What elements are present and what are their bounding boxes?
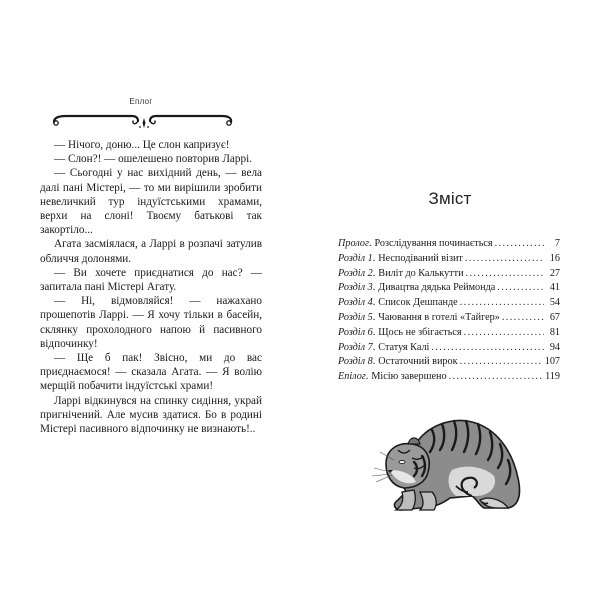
toc-entry-page: 81 xyxy=(549,326,560,338)
toc-entry-page: 54 xyxy=(549,297,560,309)
toc-entry-title: Список Дешпанде xyxy=(378,297,458,309)
toc-entry-title: Чаювання в готелі «Тайгер» xyxy=(378,311,500,323)
dot-leader xyxy=(449,371,544,382)
toc-entry: Розділ 6 . Щось не збігається ..... 81 xyxy=(338,327,560,342)
toc-entry-page: 27 xyxy=(549,267,560,279)
toc-entry-title: Щось не збігається xyxy=(378,326,462,338)
toc-entry-title: Розслідування починається xyxy=(374,238,493,249)
toc-entry: Розділ 4 . Список Дешпанде ..... 54 xyxy=(338,297,560,312)
toc-entry-label: Розділ 3 xyxy=(338,282,373,294)
toc-entry-label: Розділ 8 xyxy=(338,356,373,368)
dot-leader xyxy=(466,268,544,279)
toc-entry-page: 94 xyxy=(549,341,560,353)
paragraph: Агата засміялася, а Ларрі в розпачі затулив обличчя долонями. xyxy=(40,238,262,265)
toc-entry: Епілог . Місію завершено ..... 119 xyxy=(338,371,560,386)
running-head: Еплог xyxy=(129,97,153,106)
dot-leader xyxy=(502,312,544,323)
toc-entry-label: Розділ 2 xyxy=(338,267,373,279)
toc-entry: Розділ 1 . Несподіваний візит ..... 16 xyxy=(338,253,560,268)
dot-leader xyxy=(460,297,544,308)
toc-entry-label: Пролог xyxy=(338,238,369,249)
dot-leader xyxy=(497,282,544,293)
toc-entry-title: Остаточний вирок xyxy=(378,356,458,368)
toc-title: Зміст xyxy=(428,189,472,208)
paragraph: — Ще б пак! Звісно, ми до вас приєднаємося! — сказала Агата. — Я волію мерщій побачити індуїстські храми! xyxy=(40,352,262,393)
dot-leader xyxy=(431,342,544,353)
toc-entry-title: Статуя Калі xyxy=(378,341,430,353)
toc-entry-title: Дивацтва дядька Реймонда xyxy=(378,282,496,294)
toc-entry-label: Розділ 6 xyxy=(338,326,373,338)
chapter-body-text xyxy=(40,138,262,436)
toc-entry-label: Розділ 5 xyxy=(338,311,373,323)
flourish-ornament-icon xyxy=(46,110,236,130)
paragraph: — Сьогодні у нас вихідний день, — вела далі пані Містері, — то ми вирішили зробити невеличкий тур індуїстськими храмами, верхи на слоні! Твоєму батькові так закортіло... xyxy=(40,167,262,237)
toc-entry-page: 67 xyxy=(549,311,560,323)
dot-leader xyxy=(464,327,544,338)
toc-entry-page: 107 xyxy=(544,356,560,368)
paragraph: — Ні, відмовляйся! — нажахано прошепотів Ларрі. — Я хочу тільки в басейн, склянку прохолодного напою й пасивного відпочинку! xyxy=(40,295,262,350)
toc-entry: Пролог . Розслідування починається ..... 7 xyxy=(338,238,560,253)
toc-entry: Розділ 8 . Остаточний вирок ..... 107 xyxy=(338,356,560,371)
right-page xyxy=(300,0,600,600)
toc-entry-title: Несподіваний візит xyxy=(378,252,463,264)
toc-entry-label: Розділ 4 xyxy=(338,297,373,309)
paragraph: — Нічого, доню... Це слон капризує! xyxy=(54,139,230,151)
toc-entry-label: Розділ 7 xyxy=(338,341,373,353)
toc-entry-page: 119 xyxy=(545,371,560,383)
toc-entry-page: 7 xyxy=(554,238,560,249)
paragraph: — Слон?! — ошелешено повторив Ларрі. xyxy=(54,153,252,166)
toc-entry-page: 16 xyxy=(549,252,560,264)
paragraph: — Ви хочете приєднатися до нас? — запитала пані Містері Агату. xyxy=(40,266,262,294)
toc-entry: Розділ 3 . Дивацтва дядька Реймонда ..... 41 xyxy=(338,282,560,297)
left-page xyxy=(36,60,276,540)
toc-entry: Розділ 7 . Статуя Калі ..... 94 xyxy=(338,342,560,357)
toc-entry-page: 41 xyxy=(549,282,560,294)
toc-entry-title: Виліт до Калькутти xyxy=(378,267,464,279)
dot-leader xyxy=(495,238,544,249)
dot-leader xyxy=(465,253,544,264)
toc-entry: Розділ 5 . Чаювання в готелі «Тайгер» ..... 67 xyxy=(338,312,560,327)
toc-entry-label: Розділ 1 xyxy=(338,252,373,264)
paragraph: Ларрі відкинувся на спинку сидіння, украй пригнічений. Але мусив здатися. Бо в родині Містері пасивного відпочинку не визнають!.. xyxy=(40,394,262,436)
table-of-contents xyxy=(338,238,560,386)
dot-leader xyxy=(460,356,543,367)
toc-entry-label: Епілог xyxy=(338,371,366,383)
toc-entry-title: Місію завершено xyxy=(371,371,447,383)
tiger-illustration-icon xyxy=(372,400,532,520)
toc-entry: Розділ 2 . Виліт до Калькутти ..... 27 xyxy=(338,268,560,283)
